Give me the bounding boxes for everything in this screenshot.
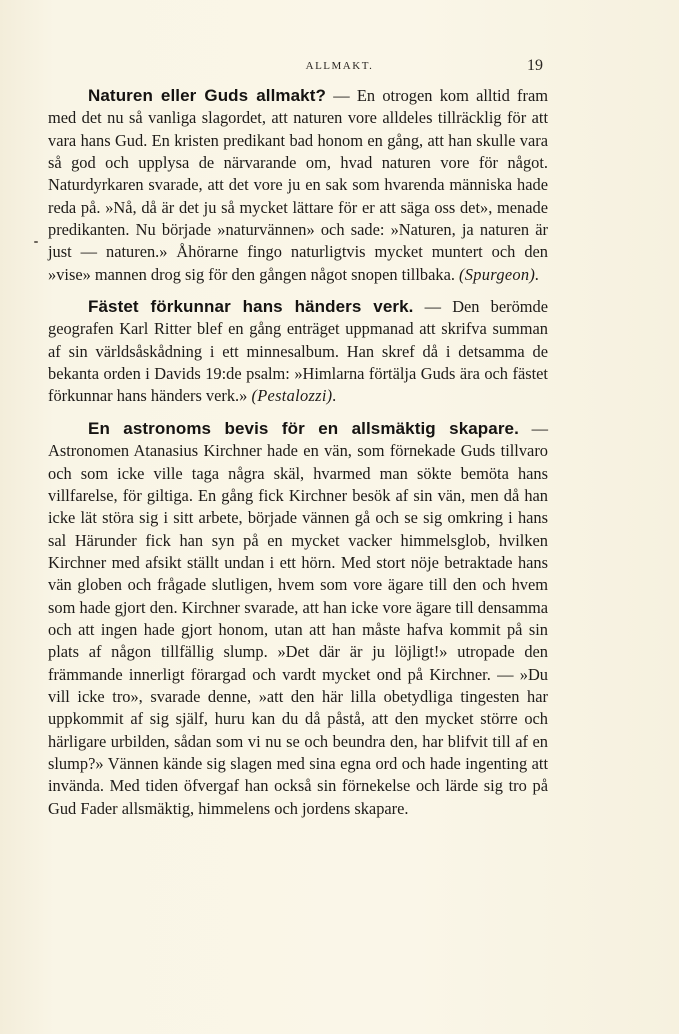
section-heading: En astronoms bevis för en allsmäktig skapare. [88,418,519,438]
running-head: ALLMAKT. [305,60,374,72]
section-body: — Den berömde geografen Karl Ritter blef en gång enträget uppmanad att skrifva summan af sin världsåskådning i ett minnesalbum. Han skref då i detsamma de bekanta orden i Davids 19:de psalm: »Himlarna förtälja Guds ära och fästet förkunnar hans händers verk.» [48,297,548,406]
section-heading: Naturen eller Guds allmakt? [88,86,326,105]
section-body: — En otrogen kom alltid fram med det nu så vanliga slagordet, att naturen vore alldeles tillräcklig för att vara hans Gud. En kristen predikant bad honom en gång, att han skulle vara så god och upplysa de närvarande om, hvad naturen vore för något. Naturdyrkaren svarade, att det vore ju en sak som hvarenda människa hade reda på. »Nå, då är det ju så mycket lättare för er att säga oss det», menade predikanten. Nu började »naturvännen» och sade: »Naturen, ja naturen är just — naturen.» Åhörarne fingo naturligtvis mycket muntert och den »vise» mannen drog sig för den gången något snopen tillbaka. [48,86,548,284]
section-astronom [48,418,548,820]
section-heading: Fästet förkunnar hans händers verk. [88,297,414,317]
section-attribution: (Spurgeon). [459,264,540,284]
section-fastet [48,296,548,408]
section-attribution: (Pestalozzi). [251,386,337,406]
section-body: — Astronomen Atanasius Kirchner hade en vän, som förnekade Guds tillvaro och som icke ville taga några skäl, hvarmed man sökte bemöta hans villfarelse, för giltiga. En gång fick Kirchner besök af sin vän, men då han icke lät störa sig i sitt arbete, började vännen gå och se sig omkring i hans sal Härunder fick han syn på en mycket vacker himmelsglob, hvilken Kirchner med afsikt ställt undan i ett hörn. Med stort nöje betraktade hans vän globen och frågade slutligen, hvem som vore ägare till den och hvem som hade gjort den. Kirchner svarade, att han icke vore ägare till densamma och att ingen hade gjort honom, utan att han måste hafva kommit på sin plats af någon tillfällig slump. »Det där är ju löjligt!» utropade den främmande innerligt förargad och vardt mycket ond på Kirchner. — »Du vill icke tro», svarade denne, »att den här lilla obetydliga tingesten har uppkommit af sig själf, huru kan du då påstå, att den mycket större och härligare urbilden, sådan som vi nu se och beundra den, har blifvit till af en slump?» Vännen kände sig slagen med sina egna ord och hade ingenting att invända. Med tiden öfvergaf han också sin förnekelse och lärde sig tro på Gud Fader allsmäktig, himmelens och jordens skapare. [48,418,548,818]
page-number: 19 [527,57,543,74]
main-text [48,85,548,820]
margin-mark [34,241,38,243]
section-naturen [48,85,548,286]
